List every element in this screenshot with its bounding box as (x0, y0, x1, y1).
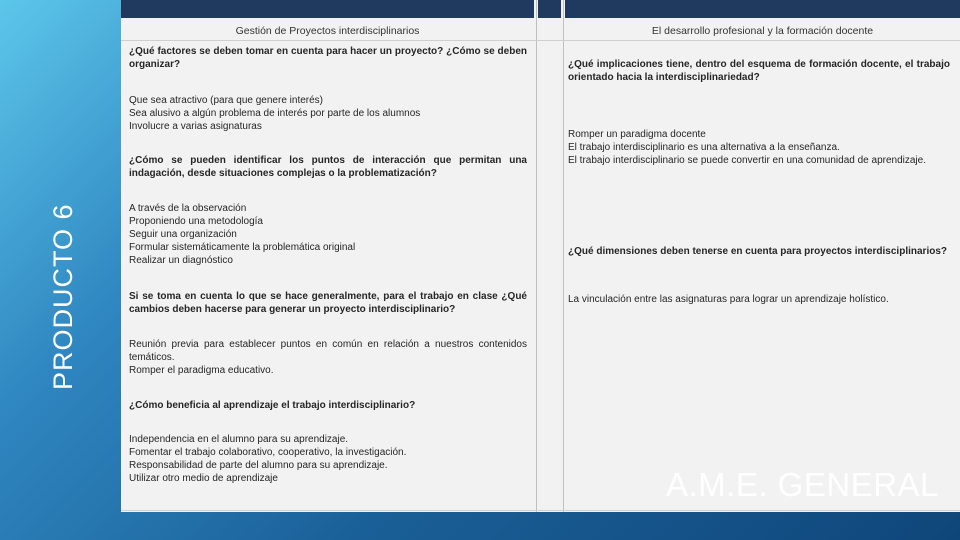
left-question-4: ¿Cómo beneficia al aprendizaje el trabajo interdisciplinario? (129, 400, 416, 411)
right-answer-1-line-2: El trabajo interdisciplinario es una alternativa a la enseñanza. (568, 142, 840, 153)
left-question-2: ¿Cómo se pueden identificar los puntos de interacción que permitan una indagación, desde situaciones complejas o la problematización? (129, 155, 527, 179)
left-answer-3-line-1: Reunión previa para establecer puntos en común en relación a nuestros contenidos temáticos. (129, 339, 527, 363)
right-answer-1-line-1: Romper un paradigma docente (568, 129, 706, 140)
right-question-1: ¿Qué implicaciones tiene, dentro del esquema de formación docente, el trabajo orientado hacia la interdisciplinariedad? (568, 59, 950, 83)
left-column-header: Gestión de Proyectos interdisciplinarios (235, 25, 420, 37)
left-answer-2-line-5: Realizar un diagnóstico (129, 255, 233, 266)
brand-label: A.M.E. GENERAL (666, 466, 939, 503)
right-answer-1-line-3: El trabajo interdisciplinario se puede convertir en una comunidad de aprendizaje. (568, 155, 926, 166)
left-answer-4-line-3: Responsabilidad de parte del alumno para su aprendizaje. (129, 460, 388, 471)
left-answer-4-line-1: Independencia en el alumno para su aprendizaje. (129, 434, 349, 445)
left-answer-2-line-4: Formular sistemáticamente la problemática original (129, 242, 356, 253)
right-question-2: ¿Qué dimensiones deben tenerse en cuenta para proyectos interdisciplinarios? (568, 246, 947, 257)
table-header-bar-right (565, 0, 960, 18)
right-column-header: El desarrollo profesional y la formación docente (651, 25, 874, 37)
left-answer-3-line-2: Romper el paradigma educativo. (129, 365, 274, 376)
content-table (121, 0, 960, 512)
left-answer-1-line-1: Que sea atractivo (para que genere interés) (129, 95, 323, 106)
left-question-1: ¿Qué factores se deben tomar en cuenta para hacer un proyecto? ¿Cómo se deben organizar? (129, 46, 527, 70)
left-answer-4-line-4: Utilizar otro medio de aprendizaje (129, 473, 278, 484)
left-answer-3 (129, 338, 527, 377)
table-header-bar-middle (538, 0, 561, 18)
left-answer-2-line-3: Seguir una organización (129, 229, 237, 240)
row-divider-header (121, 40, 960, 41)
column-divider-right (563, 0, 564, 512)
left-answer-4 (129, 433, 527, 485)
row-divider-bottom (121, 510, 960, 511)
table-header-bar-left (121, 0, 534, 18)
right-answer-2: La vinculación entre las asignaturas para lograr un aprendizaje holístico. (568, 294, 889, 305)
right-answer-1 (568, 128, 950, 167)
left-answer-2-line-1: A través de la observación (129, 203, 247, 214)
column-divider-left (536, 0, 537, 512)
product-title: PRODUCTO 6 (48, 203, 78, 390)
left-question-3: Si se toma en cuenta lo que se hace generalmente, para el trabajo en clase ¿Qué cambios deben hacerse para generar un proyecto interdisciplinario? (129, 291, 527, 315)
left-answer-2 (129, 202, 527, 267)
left-answer-1-line-3: Involucre a varias asignaturas (129, 121, 262, 132)
left-answer-1 (129, 94, 527, 133)
left-answer-2-line-2: Proponiendo una metodología (129, 216, 263, 227)
left-answer-1-line-2: Sea alusivo a algún problema de interés por parte de los alumnos (129, 108, 421, 119)
left-answer-4-line-2: Fomentar el trabajo colaborativo, cooperativo, la investigación. (129, 447, 407, 458)
